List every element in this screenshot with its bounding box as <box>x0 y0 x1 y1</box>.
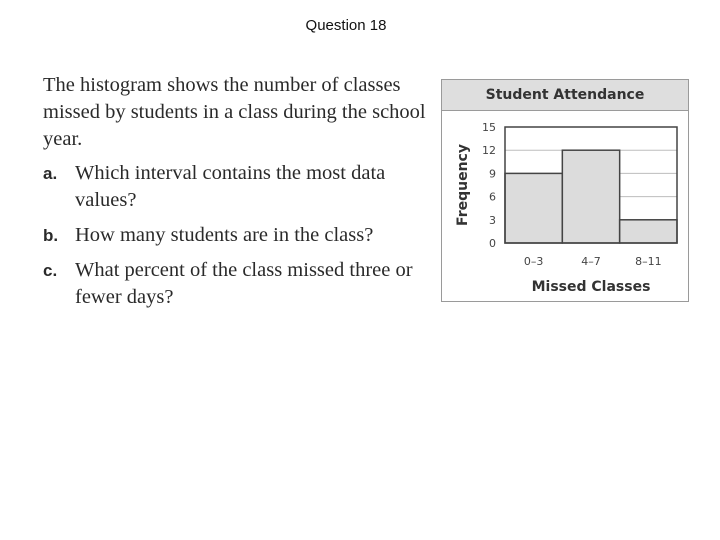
chart-title: Student Attendance <box>442 80 688 111</box>
slide-title: Question 18 <box>305 17 387 34</box>
x-axis-title: Missed Classes <box>531 279 651 295</box>
part-letter-a: a. <box>43 164 58 183</box>
part-text-b: How many students are in the class? <box>75 224 374 246</box>
histogram-chart <box>442 111 688 301</box>
histogram-bar <box>562 150 619 243</box>
question-part-b <box>43 222 433 249</box>
x-tick-label: 4–7 <box>581 255 601 268</box>
histogram-panel <box>441 79 689 302</box>
histogram-bar <box>620 220 677 243</box>
y-tick-label: 0 <box>489 237 496 250</box>
y-tick-label: 15 <box>482 121 496 134</box>
x-tick-label: 0–3 <box>523 255 544 268</box>
histogram-bar <box>505 173 562 243</box>
y-axis-title: Frequency <box>455 144 471 226</box>
question-part-c <box>43 257 433 311</box>
y-tick-label: 3 <box>489 213 496 227</box>
problem-text <box>43 72 433 319</box>
part-letter-c: c. <box>43 261 58 280</box>
problem-intro: The histogram shows the number of classes missed by students in a class during the school year. <box>43 74 426 150</box>
y-tick-label: 12 <box>482 144 496 158</box>
y-tick-label: 6 <box>489 190 496 204</box>
question-part-a <box>43 160 433 214</box>
y-tick-label: 9 <box>489 167 496 181</box>
x-tick-label: 8–11 <box>635 255 662 268</box>
part-text-a: Which interval contains the most data values? <box>75 162 386 211</box>
part-letter-b: b. <box>43 226 59 245</box>
part-text-c: What percent of the class missed three or fewer days? <box>75 259 413 308</box>
